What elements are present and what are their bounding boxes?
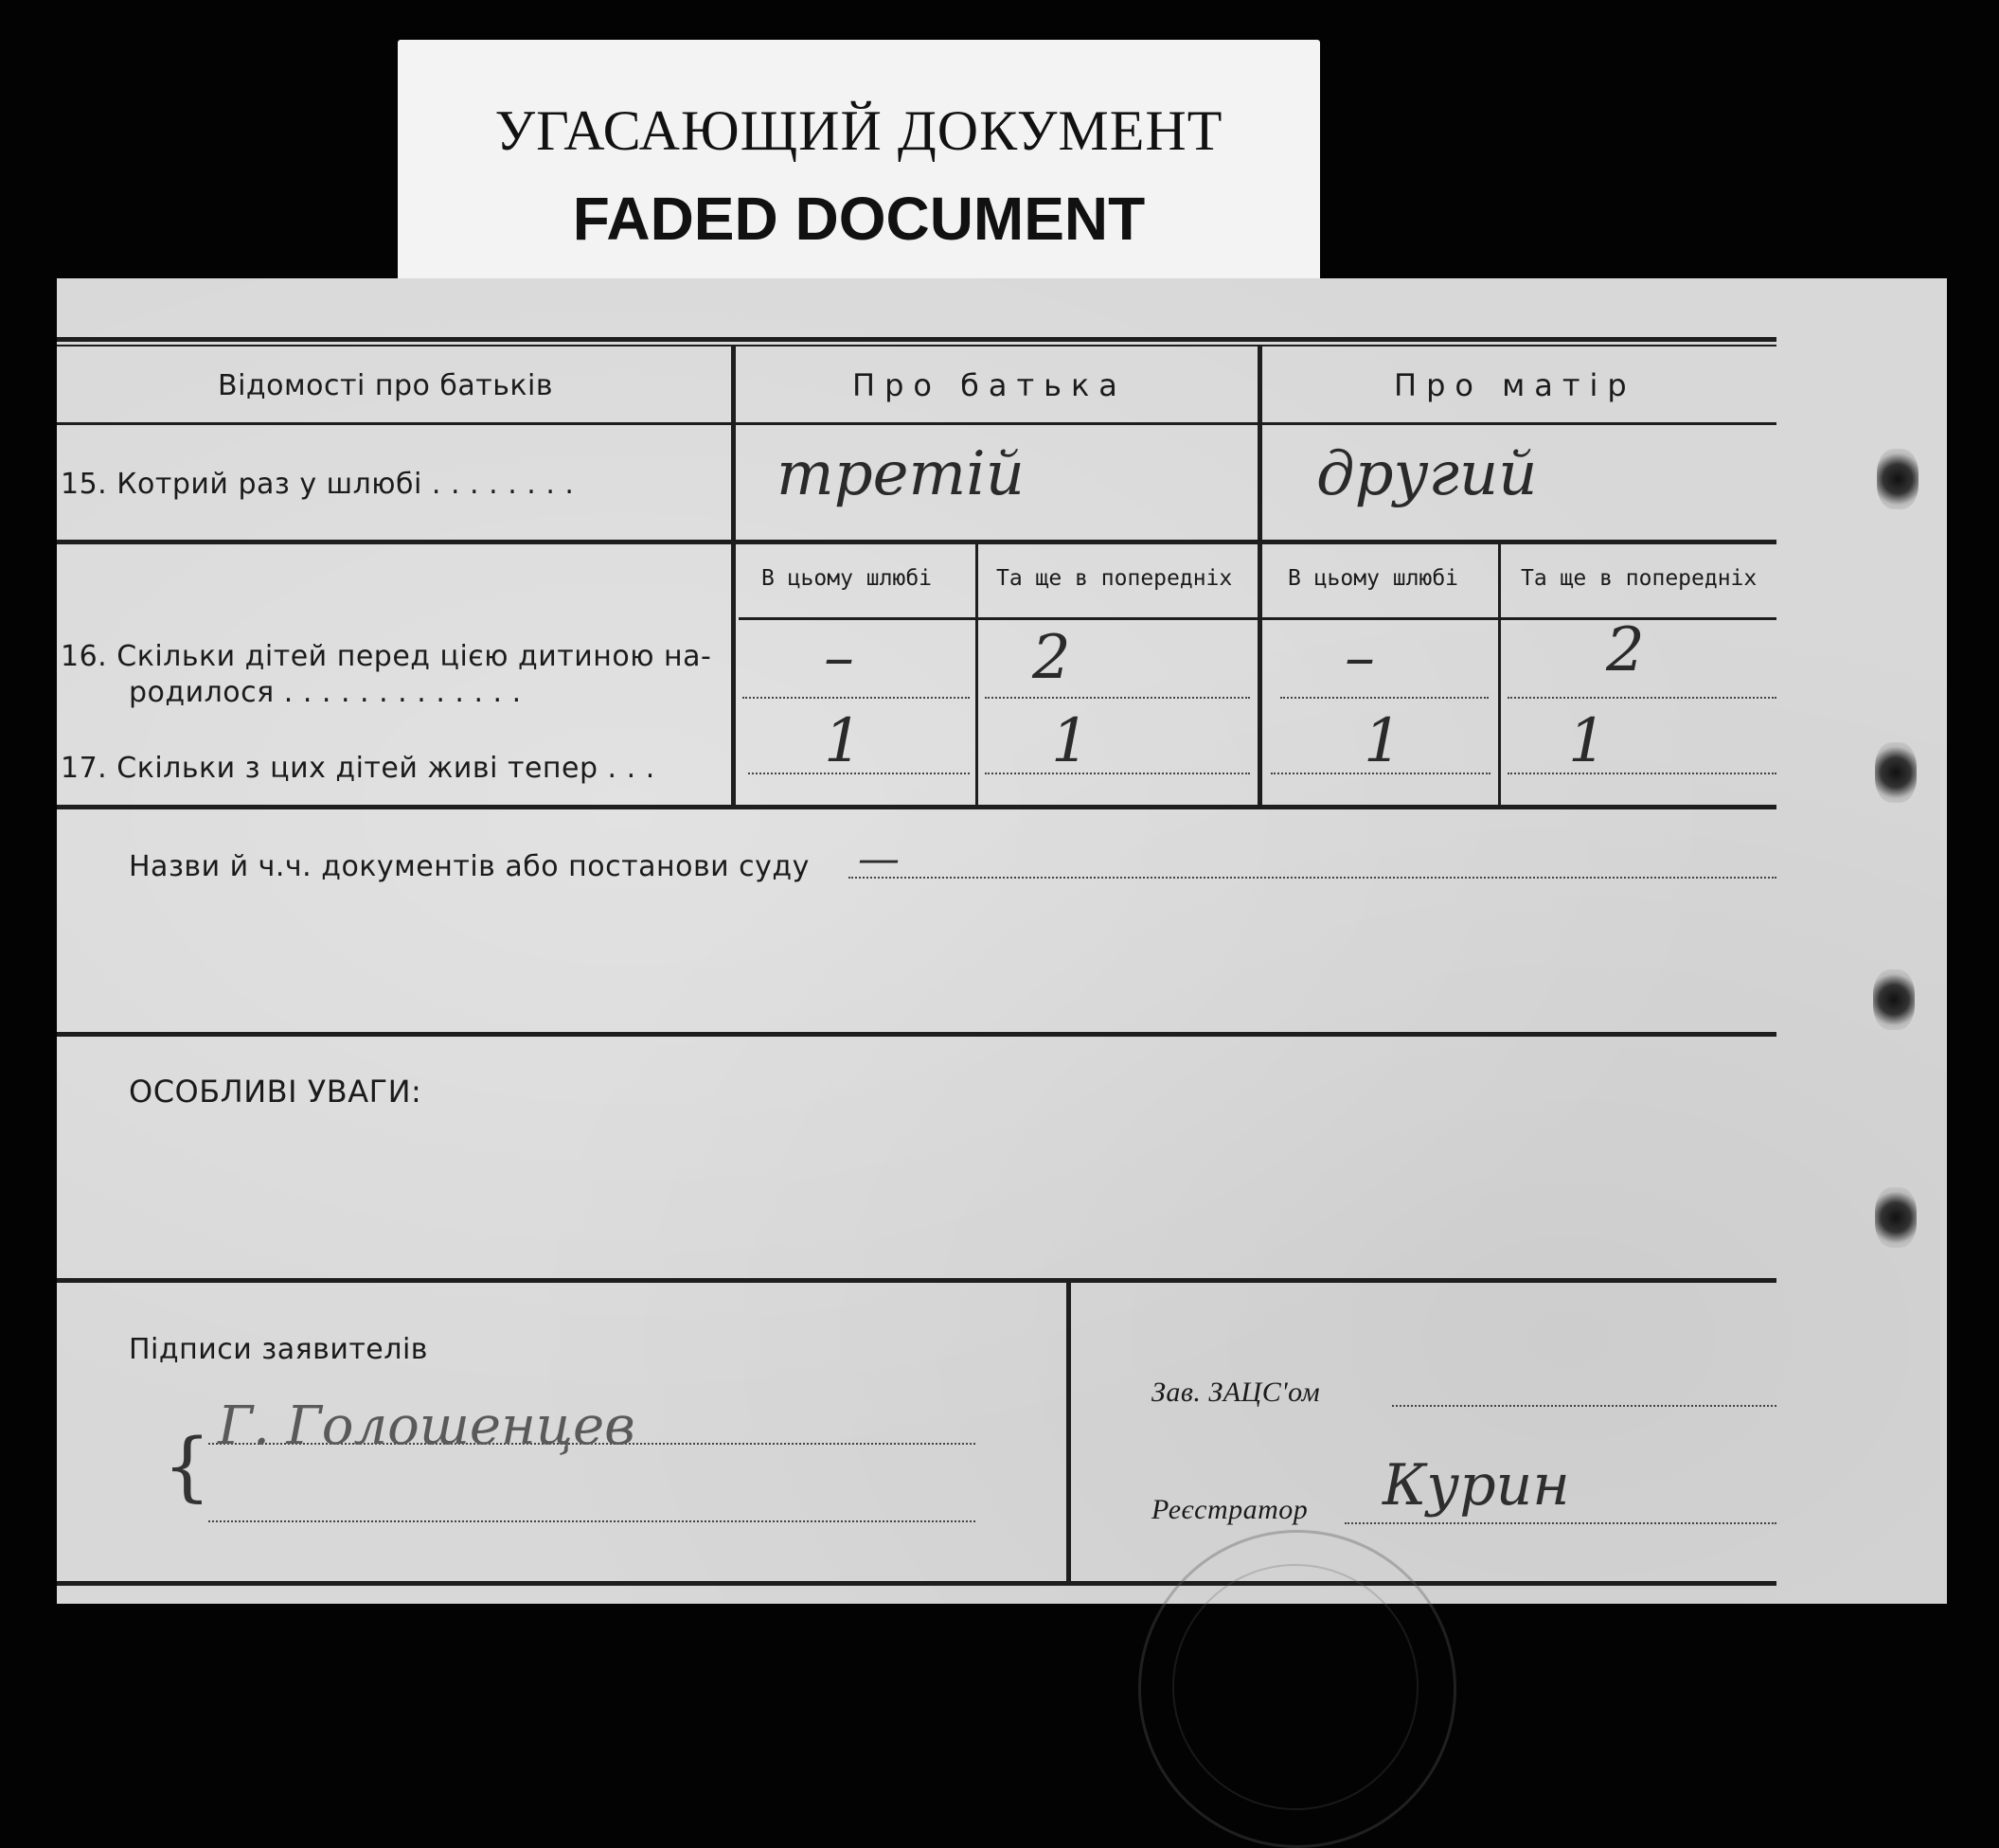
row17-dotline-4 (1508, 773, 1776, 774)
row15-father-value: третій (776, 439, 1025, 509)
table-top-rule (57, 337, 1776, 342)
table-top-rule-2 (57, 345, 1776, 346)
table-bottom-rule (57, 805, 1776, 809)
documents-label: Назви й ч.ч. документів або постанови суду (129, 850, 810, 883)
documents-bottom-rule (57, 1032, 1776, 1037)
column-divider-1 (731, 346, 736, 808)
column-divider-3 (1258, 346, 1262, 808)
about-mother-header: Про матір (1394, 367, 1636, 403)
registrar-label: Реєстратор (1151, 1494, 1309, 1525)
label-english: FADED DOCUMENT (572, 185, 1146, 253)
punch-hole (1877, 449, 1919, 509)
father-previous-header: Та ще в попередніх (996, 566, 1233, 591)
row17-label: 17. Скільки з цих дітей живі тепер . . . (61, 752, 655, 785)
remarks-label: ОСОБЛИВІ УВАГИ: (129, 1074, 422, 1110)
mother-previous-header: Та ще в попередніх (1521, 566, 1758, 591)
header-bottom-rule (57, 422, 1776, 425)
punch-hole (1875, 1187, 1917, 1248)
row17-father-this-value: 1 (824, 706, 863, 776)
row17-dotline-2 (985, 773, 1250, 774)
father-this-marriage-header: В цьому шлюбі (761, 566, 933, 591)
label-russian: УГАСАЮЩИЙ ДОКУМЕНТ (494, 99, 1223, 162)
column-divider-2 (975, 543, 978, 808)
parents-info-header: Відомості про батьків (218, 369, 554, 402)
row16-mother-prev-value: 2 (1606, 615, 1645, 685)
row16-label-line1: 16. Скільки дітей перед цією дитиною на- (61, 640, 712, 673)
punch-hole (1873, 969, 1915, 1030)
row15-mother-value: другий (1316, 439, 1538, 509)
row15-bottom-rule (57, 540, 1776, 544)
remarks-bottom-rule (57, 1278, 1776, 1283)
document-sheet (57, 278, 1947, 1604)
documents-value: — (858, 835, 900, 883)
signatures-bottom-rule (57, 1581, 1776, 1586)
punch-hole (1875, 742, 1917, 803)
row16-label-line2: родилося . . . . . . . . . . . . . (129, 676, 522, 709)
mother-this-marriage-header: В цьому шлюбі (1288, 566, 1459, 591)
registrar-signature-line (1345, 1522, 1776, 1524)
row16-mother-this-value: – (1345, 623, 1375, 693)
row16-father-prev-value: 2 (1032, 623, 1071, 693)
registrar-signature: Курин (1383, 1452, 1570, 1519)
applicants-signatures-label: Підписи заявителів (129, 1333, 428, 1366)
head-of-registry-label: Зав. ЗАЦС'ом (1151, 1377, 1321, 1408)
row16-dotline-1 (742, 697, 970, 699)
head-of-registry-signature-line (1392, 1405, 1776, 1407)
row17-mother-this-value: 1 (1364, 706, 1402, 776)
row16-dotline-2 (985, 697, 1250, 699)
official-stamp-inner-ring (1172, 1564, 1419, 1810)
row16-father-this-value: – (824, 623, 854, 693)
brace: { (163, 1422, 212, 1510)
documents-dotline (848, 877, 1776, 879)
row17-father-prev-value: 1 (1051, 706, 1090, 776)
row16-dotline-3 (1280, 697, 1489, 699)
applicant-signature-line-2 (208, 1520, 975, 1522)
row16-dotline-4 (1508, 697, 1776, 699)
faded-document-label (398, 40, 1320, 295)
row15-label: 15. Котрий раз у шлюбі . . . . . . . . (61, 468, 575, 501)
column-divider-4 (1498, 543, 1501, 808)
about-father-header: Про батька (852, 367, 1127, 403)
applicant-signature: Г. Голошенцев (218, 1395, 635, 1457)
row17-mother-prev-value: 1 (1568, 706, 1607, 776)
signature-divider (1066, 1282, 1071, 1581)
